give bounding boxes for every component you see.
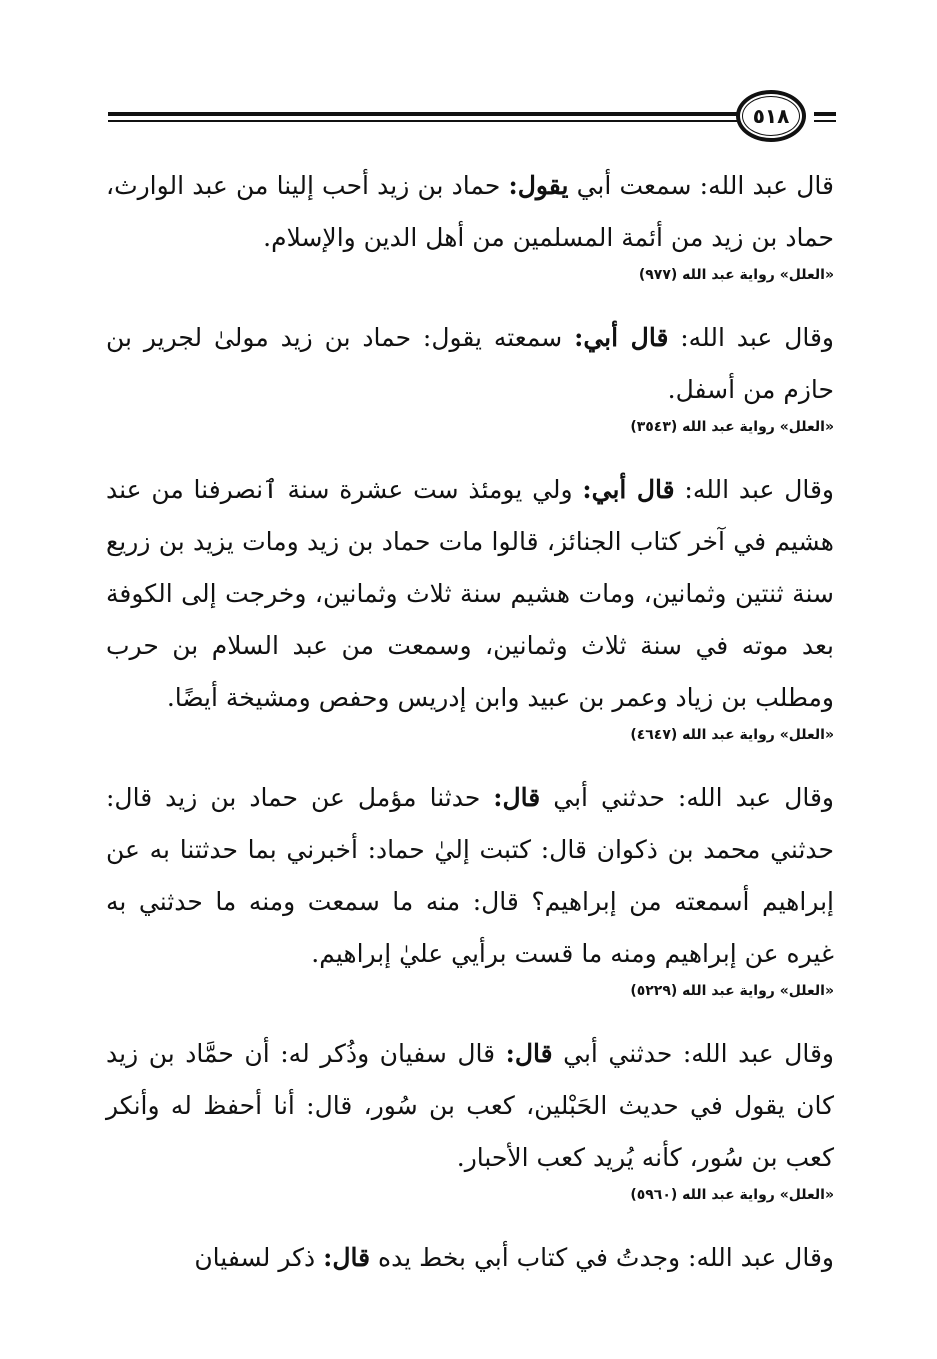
entry-body: ولي يومئذ ست عشرة سنة ٱنصرفنا من عند هشيم في آخر كتاب الجنائز، قالوا مات حماد بن زيد ومات يزيد بن زريع سنة ثنتين وثمانين، ومات هشيم سنة ثلاث وثمانين، وخرجت إلى الكوفة بعد موته في سنة ثلاث وثمانين، وسمعت من عبد السلام بن حرب ومطلب بن زياد وعمر بن عبيد وابن إدريس وحفص ومشيخة أيضًا. bbox=[106, 475, 834, 712]
entry-body: حماد بن زيد أحب إلينا من عبد الوارث، حماد بن زيد من أئمة المسلمين من أهل الدين والإسلام. bbox=[106, 171, 834, 252]
page-number-badge bbox=[736, 90, 806, 142]
entry-lead: وقال عبد الله: حدثني أبي bbox=[540, 783, 834, 812]
entry-lead: وقال عبد الله: bbox=[674, 475, 835, 504]
entry-body: حدثنا مؤمل عن حماد بن زيد قال: حدثني محمد بن ذكوان قال: كتبت إليٰ حماد: أخبرني بما حدثتنا به عن إبراهيم أسمعته من إبراهيم؟ قال: منه ما سمعت ومنه ما حدثني به غيره عن إبراهيم ومنه ما قست برأيي عليٰ إبراهيم. bbox=[106, 783, 834, 968]
entry-source: «العلل» رواية عبد الله (٣٥٤٣) bbox=[630, 419, 834, 435]
header-rule-thick bbox=[108, 112, 748, 116]
entry-text bbox=[106, 772, 834, 980]
entry-text bbox=[106, 160, 834, 264]
entry-lead: قال عبد الله: سمعت أبي bbox=[568, 171, 834, 200]
header-rule-thin bbox=[108, 120, 748, 122]
entry-lead: وقال عبد الله: حدثني أبي bbox=[552, 1039, 835, 1068]
entry-source: «العلل» رواية عبد الله (٥٩٦٠) bbox=[630, 1187, 834, 1203]
page-header bbox=[108, 84, 836, 154]
entry-body: ذكر لسفيان bbox=[194, 1243, 324, 1272]
entry-lead: وقال عبد الله: bbox=[668, 323, 834, 352]
entry-text bbox=[106, 464, 834, 724]
entry-keyword: يقول: bbox=[508, 171, 569, 200]
entry-body: سمعته يقول: حماد بن زيد مولىٰ لجرير بن حازم من أسفل. bbox=[106, 323, 834, 404]
entry-source: «العلل» رواية عبد الله (٩٧٧) bbox=[638, 267, 834, 283]
entry-text bbox=[106, 1232, 834, 1284]
entry-keyword: قال: bbox=[493, 783, 541, 812]
entry-keyword: قال أبي: bbox=[574, 323, 669, 352]
entry-keyword: قال أبي: bbox=[582, 475, 675, 504]
entry-text bbox=[106, 312, 834, 416]
header-rule-right-thin bbox=[814, 120, 836, 122]
header-rule-right-thick bbox=[814, 112, 836, 116]
entry-body: قال سفيان وذُكر له: أن حمَّاد بن زيد كان يقول في حديث الحَبْلين، كعب بن سُور، قال: أنا أحفظ له وأنكر كعب بن سُور، كأنه يُريد كعب الأحبار. bbox=[106, 1039, 834, 1172]
entry-source: «العلل» رواية عبد الله (٥٢٢٩) bbox=[630, 983, 834, 999]
page-number: ٥١٨ bbox=[742, 96, 800, 136]
entry-source: «العلل» رواية عبد الله (٤٦٤٧) bbox=[630, 727, 834, 743]
page-content bbox=[106, 160, 834, 1284]
entry-keyword: قال: bbox=[505, 1039, 553, 1068]
entry-text bbox=[106, 1028, 834, 1184]
entry-keyword: قال: bbox=[323, 1243, 371, 1272]
entry-lead: وقال عبد الله: وجدتُ في كتاب أبي بخط يده bbox=[370, 1243, 834, 1272]
